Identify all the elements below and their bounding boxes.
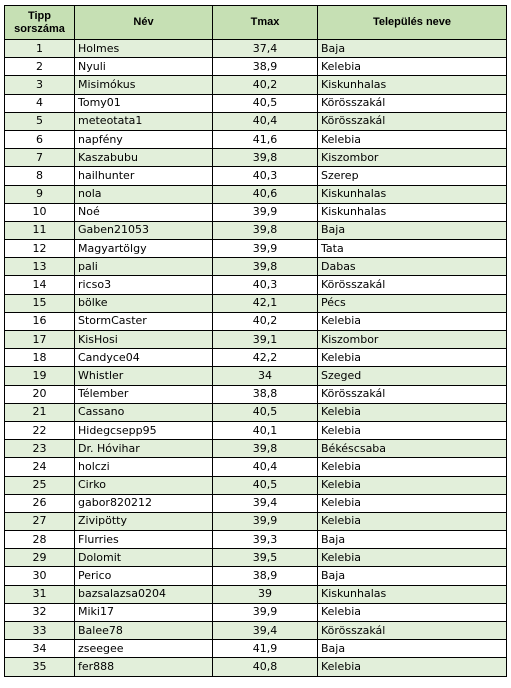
tmax-cell: 40,4 [213,112,318,130]
town-cell: Kelebia [318,312,507,330]
name-cell: nola [75,185,213,203]
tmax-cell: 39,8 [213,149,318,167]
town-cell: Kelebia [318,476,507,494]
tmax-cell: 40,5 [213,94,318,112]
town-cell: Baja [318,567,507,585]
table-row [5,276,507,294]
name-cell: Cassano [75,403,213,421]
table-row [5,403,507,421]
tip-number-cell: 11 [5,221,75,239]
tip-number-cell: 16 [5,312,75,330]
town-cell: Kelebia [318,549,507,567]
tmax-cell: 37,4 [213,40,318,58]
name-cell: Flurries [75,531,213,549]
tip-number-cell: 10 [5,203,75,221]
tmax-cell: 39,4 [213,494,318,512]
tmax-cell: 40,3 [213,276,318,294]
name-cell: bazsalazsa0204 [75,585,213,603]
town-cell: Dabas [318,258,507,276]
name-cell: zseegee [75,640,213,658]
table-row [5,421,507,439]
tmax-cell: 40,2 [213,312,318,330]
tip-number-cell: 24 [5,458,75,476]
town-cell: Kelebia [318,658,507,676]
table-row [5,185,507,203]
name-cell: Hidegcsepp95 [75,421,213,439]
town-cell: Kelebia [318,58,507,76]
table-row [5,240,507,258]
name-cell: Kaszabubu [75,149,213,167]
tmax-cell: 42,1 [213,294,318,312]
table-row [5,167,507,185]
table-row [5,76,507,94]
name-cell: StormCaster [75,312,213,330]
name-cell: Whistler [75,367,213,385]
town-cell: Kelebia [318,458,507,476]
town-cell: Kelebia [318,130,507,148]
name-cell: KisHosi [75,331,213,349]
name-cell: meteotata1 [75,112,213,130]
tmax-cell: 40,5 [213,476,318,494]
tip-number-cell: 1 [5,40,75,58]
tmax-cell: 39,5 [213,549,318,567]
name-cell: Miki17 [75,603,213,621]
town-cell: Körösszakál [318,276,507,294]
table-row [5,567,507,585]
table-row [5,585,507,603]
tip-number-cell: 15 [5,294,75,312]
table-row [5,258,507,276]
tmax-cell: 38,9 [213,567,318,585]
town-cell: Kelebia [318,403,507,421]
table-row [5,331,507,349]
town-cell: Kelebia [318,494,507,512]
town-cell: Körösszakál [318,385,507,403]
tip-number-cell: 5 [5,112,75,130]
tip-number-cell: 26 [5,494,75,512]
tip-number-cell: 22 [5,421,75,439]
table-row [5,512,507,530]
tmax-cell: 40,6 [213,185,318,203]
tmax-cell: 39,9 [213,603,318,621]
name-cell: Gaben21053 [75,221,213,239]
name-cell: gabor820212 [75,494,213,512]
tmax-cell: 39,9 [213,240,318,258]
town-cell: Szeged [318,367,507,385]
table-row [5,312,507,330]
town-cell: Kiskunhalas [318,185,507,203]
name-cell: Misimókus [75,76,213,94]
name-cell: fer888 [75,658,213,676]
tmax-cell: 40,4 [213,458,318,476]
name-cell: Télember [75,385,213,403]
town-cell: Szerep [318,167,507,185]
tmax-cell: 39,8 [213,258,318,276]
table-row [5,458,507,476]
town-cell: Kiskunhalas [318,76,507,94]
tmax-cell: 42,2 [213,349,318,367]
name-cell: Perico [75,567,213,585]
table-row [5,149,507,167]
town-cell: Kiskunhalas [318,203,507,221]
name-cell: Balee78 [75,622,213,640]
tip-number-cell: 4 [5,94,75,112]
tip-number-cell: 31 [5,585,75,603]
town-cell: Kiszombor [318,331,507,349]
tip-number-cell: 29 [5,549,75,567]
name-cell: ricso3 [75,276,213,294]
name-cell: holczi [75,458,213,476]
tip-number-cell: 20 [5,385,75,403]
tip-number-cell: 7 [5,149,75,167]
table-row [5,130,507,148]
name-cell: Nyuli [75,58,213,76]
header-name: Név [75,6,213,40]
tmax-cell: 39,3 [213,531,318,549]
town-cell: Tata [318,240,507,258]
name-cell: pali [75,258,213,276]
tip-number-cell: 34 [5,640,75,658]
tip-number-cell: 23 [5,440,75,458]
tip-number-cell: 32 [5,603,75,621]
table-row [5,603,507,621]
table-row [5,440,507,458]
name-cell: bölke [75,294,213,312]
tip-number-cell: 19 [5,367,75,385]
header-row [5,6,507,40]
name-cell: Candyce04 [75,349,213,367]
table-row [5,94,507,112]
table-row [5,549,507,567]
tip-number-cell: 8 [5,167,75,185]
tmax-cell: 39,4 [213,622,318,640]
name-cell: Zivipötty [75,512,213,530]
tip-number-cell: 18 [5,349,75,367]
tip-number-cell: 25 [5,476,75,494]
table-row [5,640,507,658]
name-cell: Magyartölgy [75,240,213,258]
town-cell: Körösszakál [318,94,507,112]
header-tmax: Tmax [213,6,318,40]
name-cell: napfény [75,130,213,148]
tip-number-cell: 17 [5,331,75,349]
tip-number-cell: 2 [5,58,75,76]
tmax-cell: 40,8 [213,658,318,676]
table-row [5,221,507,239]
town-cell: Kiskunhalas [318,585,507,603]
name-cell: hailhunter [75,167,213,185]
tmax-cell: 41,9 [213,640,318,658]
tmax-cell: 39,8 [213,221,318,239]
tip-number-cell: 30 [5,567,75,585]
town-cell: Pécs [318,294,507,312]
table-row [5,385,507,403]
tip-number-cell: 28 [5,531,75,549]
tip-number-cell: 21 [5,403,75,421]
tmax-cell: 39,8 [213,440,318,458]
table-row [5,58,507,76]
tmax-cell: 39,9 [213,512,318,530]
table-row [5,658,507,676]
tip-number-cell: 35 [5,658,75,676]
town-cell: Körösszakál [318,622,507,640]
tmax-cell: 40,3 [213,167,318,185]
header-town: Település neve [318,6,507,40]
tip-number-cell: 6 [5,130,75,148]
table-row [5,294,507,312]
tip-number-cell: 27 [5,512,75,530]
table-row [5,531,507,549]
town-cell: Baja [318,531,507,549]
tip-number-cell: 33 [5,622,75,640]
table-body [5,40,507,677]
tips-table [4,5,507,677]
tip-number-cell: 13 [5,258,75,276]
town-cell: Kelebia [318,349,507,367]
table-row [5,112,507,130]
town-cell: Kelebia [318,603,507,621]
name-cell: Noé [75,203,213,221]
town-cell: Kelebia [318,421,507,439]
tmax-cell: 39,9 [213,203,318,221]
tmax-cell: 41,6 [213,130,318,148]
table-row [5,349,507,367]
name-cell: Cirko [75,476,213,494]
tip-number-cell: 9 [5,185,75,203]
tip-number-cell: 3 [5,76,75,94]
table-row [5,494,507,512]
name-cell: Tomy01 [75,94,213,112]
name-cell: Dr. Hóvihar [75,440,213,458]
tip-number-cell: 14 [5,276,75,294]
town-cell: Baja [318,40,507,58]
tmax-cell: 40,1 [213,421,318,439]
tip-number-cell: 12 [5,240,75,258]
tmax-cell: 34 [213,367,318,385]
tmax-cell: 40,2 [213,76,318,94]
table-row [5,40,507,58]
tmax-cell: 40,5 [213,403,318,421]
tmax-cell: 38,8 [213,385,318,403]
town-cell: Baja [318,221,507,239]
table-row [5,622,507,640]
town-cell: Békéscsaba [318,440,507,458]
town-cell: Körösszakál [318,112,507,130]
table-row [5,203,507,221]
town-cell: Baja [318,640,507,658]
table-row [5,367,507,385]
name-cell: Dolomit [75,549,213,567]
town-cell: Kelebia [318,512,507,530]
town-cell: Kiszombor [318,149,507,167]
table-row [5,476,507,494]
tmax-cell: 38,9 [213,58,318,76]
name-cell: Holmes [75,40,213,58]
tmax-cell: 39 [213,585,318,603]
header-tip-number: Tipp sorszáma [5,6,75,40]
tmax-cell: 39,1 [213,331,318,349]
